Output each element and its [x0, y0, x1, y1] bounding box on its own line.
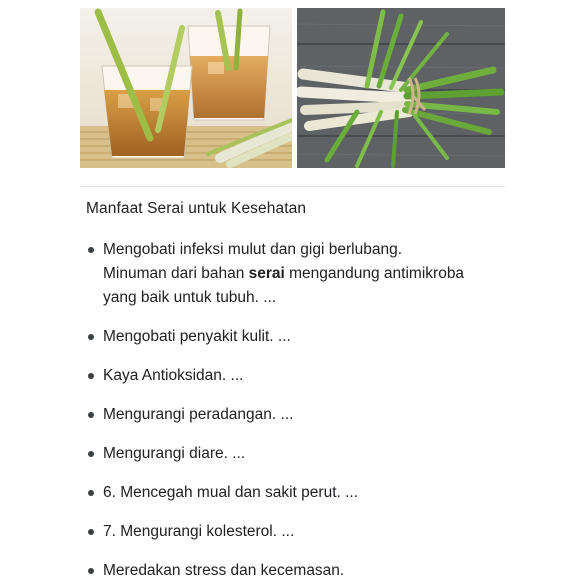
list-item-text: Kaya Antioksidan. ... [103, 367, 244, 384]
list-item [86, 238, 546, 310]
list-item [86, 325, 546, 349]
section-divider [80, 186, 505, 187]
lemongrass-tea-illustration [80, 8, 292, 168]
lemongrass-bundle-illustration [297, 8, 505, 168]
lemongrass-bundle-image[interactable] [297, 8, 505, 168]
list-item [86, 364, 546, 388]
bullet-icon [88, 568, 94, 574]
list-item [86, 559, 546, 583]
list-item [86, 442, 546, 466]
bullet-icon [88, 247, 94, 253]
list-item [86, 403, 546, 427]
list-item-line: yang baik untuk tubuh. ... [103, 289, 277, 306]
list-item-text: 6. Mencegah mual dan sakit perut. ... [103, 484, 359, 501]
lemongrass-tea-glasses-image[interactable] [80, 8, 292, 168]
list-item [86, 481, 546, 505]
bullet-icon [88, 373, 94, 379]
bullet-icon [88, 412, 94, 418]
benefits-list [86, 238, 546, 585]
bullet-icon [88, 334, 94, 340]
list-item-text [103, 238, 546, 310]
image-strip [80, 8, 505, 168]
list-item-text: 7. Mengurangi kolesterol. ... [103, 523, 295, 540]
list-item-text: Mengurangi peradangan. ... [103, 406, 294, 423]
list-item-line: mengandung antimikroba [284, 265, 465, 282]
list-item-line: Minuman dari bahan [103, 265, 249, 282]
bullet-icon [88, 529, 94, 535]
list-item-text: Meredakan stress dan kecemasan. [103, 562, 345, 579]
highlighted-keyword: serai [248, 265, 285, 282]
bullet-icon [88, 490, 94, 496]
list-item-text: Mengurangi diare. ... [103, 445, 246, 462]
list-item-text: Mengobati penyakit kulit. ... [103, 328, 291, 345]
list-item-line: Mengobati infeksi mulut dan gigi berlubang. [103, 241, 402, 258]
bullet-icon [88, 451, 94, 457]
list-item [86, 520, 546, 544]
section-heading: Manfaat Serai untuk Kesehatan [86, 200, 307, 217]
